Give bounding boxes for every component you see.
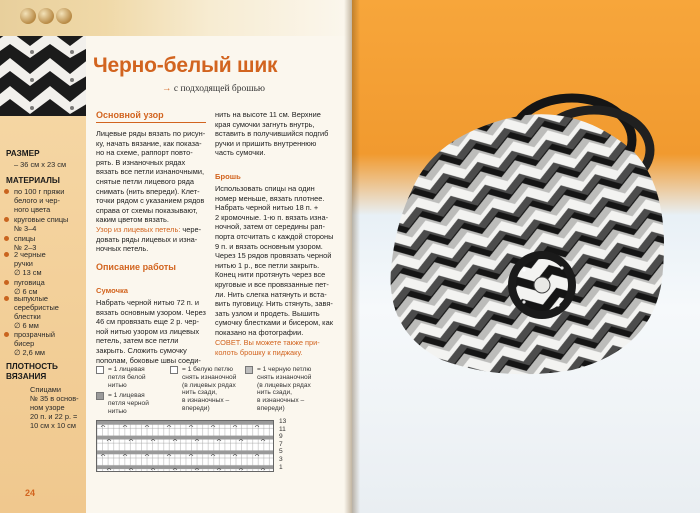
yarn-ball-icon [20, 8, 36, 24]
knitting-chart [96, 420, 274, 472]
yarn-ball-icon [56, 8, 72, 24]
legend-white-face-box [96, 366, 104, 374]
legend-black-face: = 1 лицевая петля черной нитью [108, 392, 149, 415]
legend-white-slip: = 1 белую петлю снять изнаночной (в лицевых рядах нить сзади, в изнаночных – впереди) [182, 366, 237, 412]
size-heading: РАЗМЕР [6, 149, 40, 158]
legend-black-slip: = 1 черную петлю снять изнаночной (в лицевых рядах нить сзади, в изнаночных – впереди) [257, 366, 312, 412]
page-gutter [344, 0, 360, 513]
legend-black-slip-box [245, 366, 253, 374]
materials-item: 2 черные ручки ∅ 13 см [14, 250, 86, 277]
tip-text: СОВЕТ. Вы можете также при- колоть брошку к пиджаку. [215, 338, 320, 357]
bag-text: Набрать черной нитью 72 п. и вязать основным узором. Через 46 см провязать еще 2 р. чер- ной нитью узором из лицевых петель, затем все петли закрыть. Сложить сумочку пополам, боковые швы соеди- [96, 298, 206, 365]
materials-item: круговые спицы № 3–4 [14, 215, 86, 233]
materials-heading: МАТЕРИАЛЫ [6, 176, 60, 185]
main-pattern-text: Лицевые ряды вязать по рисун- ку, начать вязание, как показа- но на схеме, раппорт повто- рять. В изнаночных рядах вязать все петли изнаночными, снятые петли лицевого ряда снимать (нить впереди). Клет- точки рядом с указанием рядов справа от схемы показывают, каким цветом вязать. Узор из лицевых петель: чере- довать ряды лицевых и изна- ночных петель. [96, 129, 206, 254]
knit-swatch-image [0, 36, 86, 116]
page-subtitle: → с подходящей брошью [162, 84, 265, 94]
bag-text-continued: нить на высоте 11 см. Верхние края сумочки загнуть внутрь, вставить в получившийся подгиб ручки и пришить внутреннюю часть сумочки. [215, 110, 329, 158]
main-pattern-heading: Основной узор [96, 110, 164, 120]
density-heading: ПЛОТНОСТЬ ВЯЗАНИЯ [6, 362, 58, 381]
legend-white-face: = 1 лицевая петля белой нитью [108, 366, 146, 389]
page-title: Черно-белый шик [93, 54, 278, 77]
yarn-ball-icon [38, 8, 54, 24]
density-text: Спицами № 35 в основ- ном узоре 20 п. и 22 р. = 10 см х 10 см [30, 385, 79, 430]
brooch-text: Использовать спицы на один номер меньше, вязать плотнее. Набрать черной нитью 18 п. + 2 кромочные. 1-ю п. вязать изна- ночной, затем от середины рап- порта отсчитать с каждой стороны 9 п. и вязать основным узором. Через 15 рядов провязать черной нитью 1 р., все петли закрыть. Конец нити протянуть через все круговые и все провязанные пет- ли. Нить слегка натянуть и вста- вить пуговицу. Нить стянуть, завя- зать узлом и продеть. Вышить сумочку блестками и бисером, как показано на фотографии. [215, 184, 334, 337]
materials-item: выпуклые серебристые блестки ∅ 6 мм [14, 294, 86, 330]
work-heading: Описание работы [96, 262, 176, 272]
materials-item: по 100 г пряжи белого и чер- ного цвета [14, 187, 86, 214]
brooch-heading: Брошь [215, 172, 241, 181]
size-value: – 36 см х 23 см [14, 160, 67, 169]
page-number: 24 [25, 488, 36, 498]
materials-item: спицы № 2–3 [14, 234, 86, 252]
materials-item: пуговица ∅ 6 см [14, 278, 86, 296]
legend-black-face-box [96, 392, 104, 400]
chart-row-numbers: 13 11 9 7 5 3 1 [279, 418, 287, 471]
legend-white-slip-box [170, 366, 178, 374]
bag-photo [372, 70, 692, 395]
heading-rule [96, 122, 206, 123]
materials-item: прозрачный бисер ∅ 2,6 мм [14, 330, 86, 357]
bag-heading: Сумочка [96, 286, 129, 295]
